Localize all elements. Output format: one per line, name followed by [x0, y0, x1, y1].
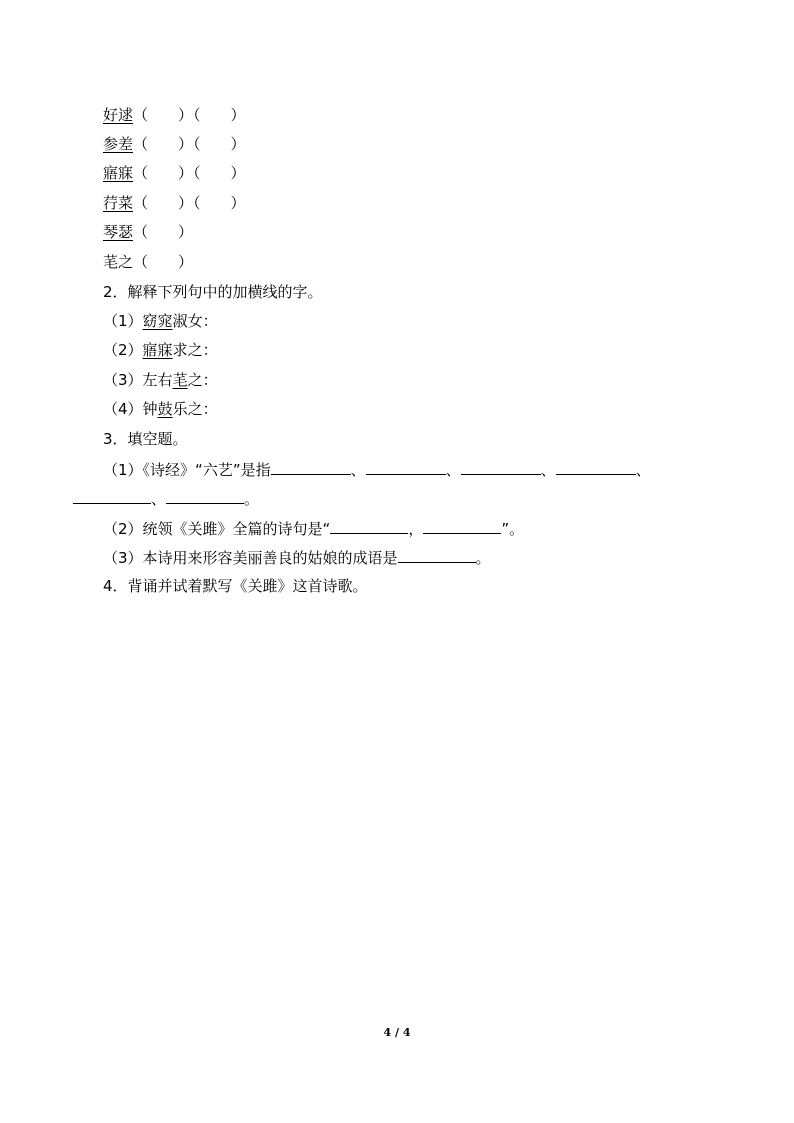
item-text: 淑女：: [172, 312, 218, 330]
item-text: 之：: [187, 371, 218, 389]
vocab-parens: （ ）（ ）: [133, 164, 246, 182]
end-punct: 。: [475, 549, 491, 567]
item-text: （3）本诗用来形容美丽善良的姑娘的成语是: [103, 549, 398, 567]
question-3-title: 3．填空题。: [103, 430, 188, 448]
separator: 、: [635, 461, 651, 479]
q2-item-3: [103, 370, 218, 390]
fill-blank[interactable]: [366, 459, 446, 475]
vocab-row: [103, 222, 193, 242]
separator: 、: [151, 490, 167, 508]
q3-item-3: [103, 547, 491, 568]
fill-blank[interactable]: [398, 547, 476, 563]
fill-blank[interactable]: [330, 518, 408, 534]
item-number: （3）: [103, 371, 143, 389]
fill-blank[interactable]: [166, 488, 244, 504]
end-punct: ”。: [501, 520, 525, 538]
q2-item-4: [103, 399, 218, 419]
vocab-word: 好逑: [103, 106, 134, 124]
separator: 、: [540, 461, 556, 479]
vocab-word: 琴瑟: [103, 223, 134, 241]
q2-item-1: [103, 311, 218, 331]
item-text: 求之：: [172, 341, 218, 359]
item-text: （2）统领《关雎》全篇的诗句是“: [103, 520, 331, 538]
page-number: 4 / 4: [383, 1026, 411, 1039]
vocab-row: [103, 163, 246, 183]
item-number: （2）: [103, 341, 143, 359]
q2-item-2: [103, 340, 218, 360]
vocab-word: 芼之: [103, 253, 134, 271]
vocab-row: [103, 252, 193, 272]
underlined-word: 寤寐: [142, 341, 173, 359]
fill-blank[interactable]: [271, 459, 351, 475]
end-punct: 。: [244, 490, 260, 508]
vocab-parens: （ ）（ ）: [133, 106, 246, 124]
comma: ，: [408, 520, 424, 538]
item-pre: 左右: [142, 371, 173, 389]
vocab-word: 荇菜: [103, 194, 134, 212]
item-text: 乐之：: [172, 400, 218, 418]
vocab-word: 参差: [103, 135, 134, 153]
vocab-parens: （ ）: [133, 253, 194, 271]
vocab-row: [103, 193, 246, 213]
fill-blank[interactable]: [73, 488, 151, 504]
fill-blank[interactable]: [556, 459, 636, 475]
item-pre: 钟: [142, 400, 158, 418]
fill-blank[interactable]: [423, 518, 501, 534]
item-number: （4）: [103, 400, 143, 418]
q3-item-2: [103, 518, 524, 539]
underlined-word: 窈窕: [142, 312, 173, 330]
separator: 、: [350, 461, 366, 479]
question-4-title: 4．背诵并试着默写《关雎》这首诗歌。: [103, 577, 368, 595]
q3-item-1-cont: [73, 488, 259, 509]
vocab-parens: （ ）（ ）: [133, 194, 246, 212]
underlined-word: 芼: [172, 371, 188, 389]
vocab-row: [103, 105, 246, 125]
vocab-word: 寤寐: [103, 164, 134, 182]
fill-blank[interactable]: [461, 459, 541, 475]
separator: 、: [445, 461, 461, 479]
item-text: （1）《诗经》“六艺”是指: [103, 461, 271, 479]
question-2-title: 2．解释下列句中的加横线的字。: [103, 283, 323, 301]
vocab-row: [103, 134, 246, 154]
item-number: （1）: [103, 312, 143, 330]
q3-item-1: [103, 459, 651, 480]
vocab-parens: （ ）: [133, 223, 194, 241]
underlined-word: 鼓: [157, 400, 173, 418]
vocab-parens: （ ）（ ）: [133, 135, 246, 153]
